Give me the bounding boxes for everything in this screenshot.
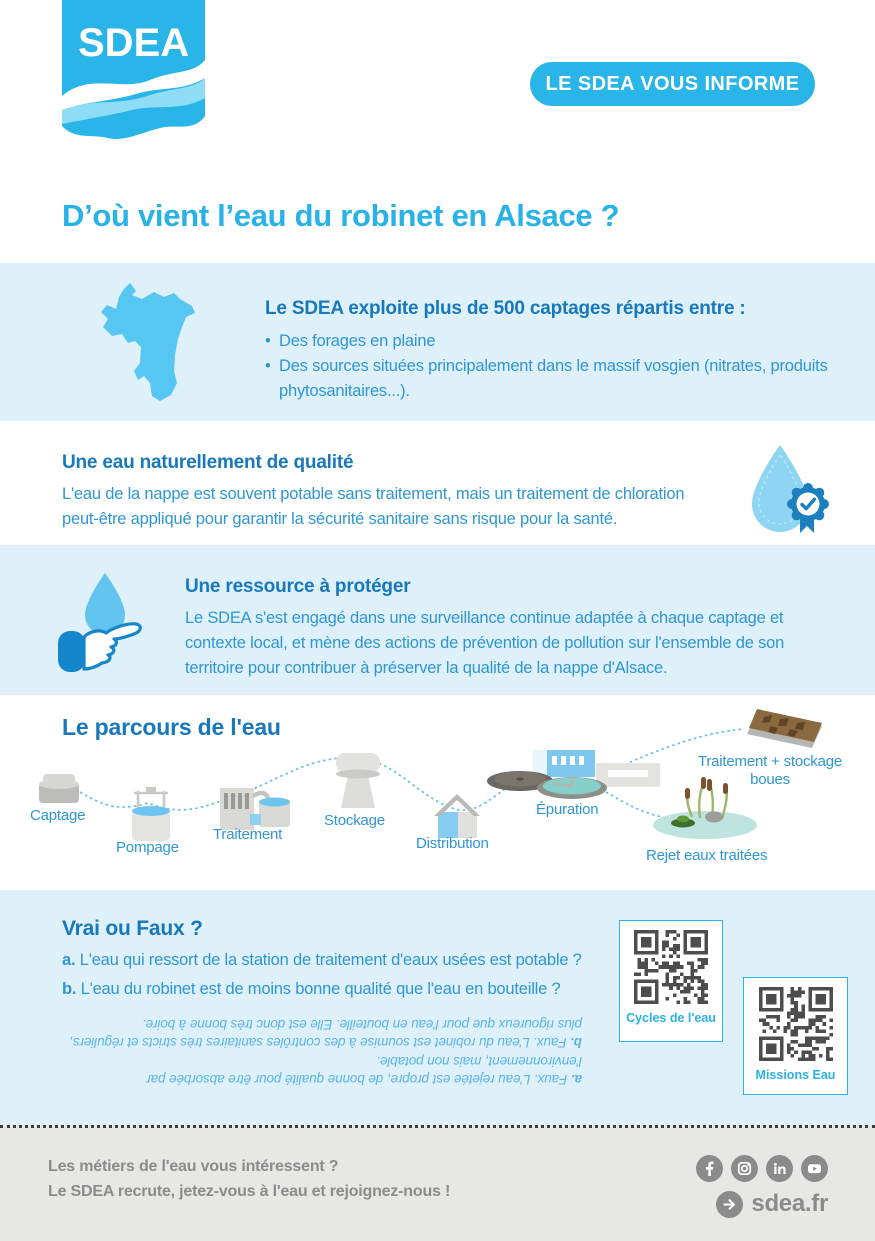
qr-code[interactable] [759, 987, 833, 1061]
quiz-heading: Vrai ou Faux ? [62, 917, 203, 940]
facebook-icon[interactable] [696, 1155, 723, 1182]
bullet-forages: • Des forages en plaine [265, 329, 845, 354]
traitement-icon [220, 788, 290, 830]
answer-a [62, 1052, 582, 1088]
captages-heading: Le SDEA exploite plus de 500 captages répartis entre : [265, 298, 746, 319]
label-pompage: Pompage [116, 839, 179, 856]
footer [0, 1125, 875, 1241]
stockage-icon [336, 753, 380, 808]
ressource-body: Le SDEA s'est engagé dans une surveillance continue adaptée à chaque captage et contexte local, et mène des actions de prévention de pollution sur l'ensemble de son territoire pour contribuer à préserver la qualité de la nappe d'Alsace. [185, 609, 785, 677]
website-link[interactable] [716, 1190, 828, 1218]
water-drop-certified-icon [746, 441, 832, 535]
label-boues: Traitement + stockage boues [697, 753, 843, 788]
captages-bullets [265, 329, 845, 404]
bullet-sources: • Des sources situées principalement dans le massif vosgien (nitrates, produits phytosanitaires...). [265, 354, 845, 404]
pompage-icon [132, 787, 170, 841]
question-a-label: a. [62, 951, 76, 969]
youtube-icon[interactable] [801, 1155, 828, 1182]
info-badge-button[interactable]: LE SDEA VOUS INFORME [530, 62, 815, 106]
answer-a-label: a. [570, 1072, 582, 1087]
qualite-heading: Une eau naturellement de qualité [62, 452, 354, 473]
label-rejet: Rejet eaux traitées [646, 847, 768, 864]
epuration-icon [487, 750, 660, 799]
alsace-silhouette [101, 283, 195, 401]
sdea-logo [62, 0, 205, 142]
section-ressource [0, 545, 875, 695]
page-title: D’où vient l’eau du robinet en Alsace ? [62, 198, 620, 233]
header [0, 0, 875, 263]
answer-b-text: Faux. L'eau du robinet est soumise à des contrôles sanitaires très stricts et réguliers, plus rigoureux que pour l'eau en bouteille. Elle est donc très bonne à boire. [69, 1017, 582, 1050]
hand-holding-drop-icon [54, 571, 146, 673]
logo-text: SDEA [78, 21, 190, 65]
qualite-text [62, 452, 722, 532]
answer-b [62, 1015, 582, 1051]
section-captages [0, 263, 875, 421]
boues-icon [747, 709, 822, 748]
website-text: sdea.fr [751, 1190, 828, 1217]
qualite-body: L'eau de la nappe est souvent potable sans traitement, mais un traitement de chloration peut-être appliqué pour garantir la sécurité sanitaire sans risque pour la santé. [62, 485, 685, 528]
captage-icon [39, 774, 79, 803]
parcours-heading: Le parcours de l'eau [62, 714, 281, 740]
label-stockage: Stockage [324, 812, 385, 829]
question-b-text: L'eau du robinet est de moins bonne qualité que l'eau en bouteille ? [80, 980, 561, 998]
label-traitement: Traitement [213, 826, 283, 843]
distribution-icon [434, 794, 480, 838]
answer-a-text: Faux. L'eau rejetée est propre, de bonne qualité pour être absorbée par l'environnement, mais non potable. [146, 1054, 582, 1087]
alsace-map-icon [94, 279, 206, 407]
footer-text [48, 1154, 450, 1204]
section-parcours [0, 695, 875, 890]
ressource-heading: Une ressource à protéger [185, 576, 411, 597]
question-b-label: b. [62, 980, 77, 998]
question-a [62, 951, 622, 970]
captages-text [265, 298, 845, 404]
instagram-icon[interactable] [731, 1155, 758, 1182]
section-qualite [0, 421, 875, 545]
arrow-circle-icon [716, 1191, 743, 1218]
quiz-answers-upside-down [62, 1014, 582, 1088]
ressource-text [185, 576, 833, 681]
qr-label-cycles: Cycles de l'eau [626, 1011, 716, 1025]
qr-code[interactable] [634, 930, 708, 1004]
qr-card-cycles[interactable] [619, 920, 723, 1042]
qr-label-missions: Missions Eau [755, 1068, 836, 1082]
footer-line2: Le SDEA recrute, jetez-vous à l'eau et rejoignez-nous ! [48, 1183, 451, 1200]
answer-b-label: b. [570, 1035, 582, 1050]
social-icons [696, 1155, 828, 1182]
footer-line1: Les métiers de l'eau vous intéressent ? [48, 1158, 339, 1175]
qr-card-missions[interactable] [743, 977, 848, 1095]
label-captage: Captage [30, 807, 86, 824]
label-epuration: Épuration [536, 801, 599, 818]
question-b [62, 980, 622, 999]
section-quiz [0, 890, 875, 1125]
linkedin-icon[interactable] [766, 1155, 793, 1182]
label-distribution: Distribution [416, 835, 489, 852]
question-a-text: L'eau qui ressort de la station de traitement d'eaux usées est potable ? [79, 951, 582, 969]
